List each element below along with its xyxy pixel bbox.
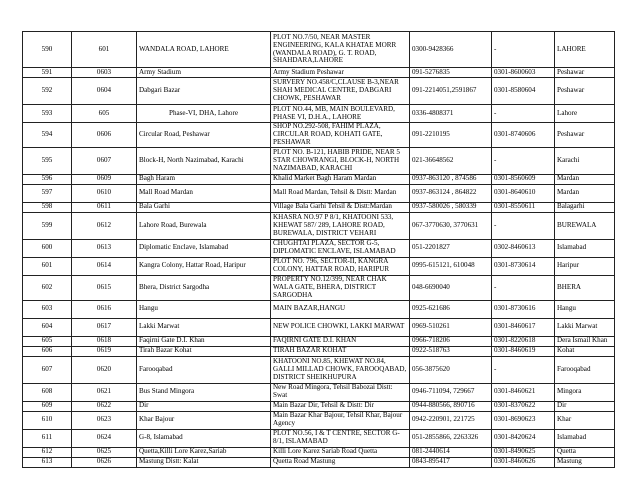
mobile-cell: 0302-8460613 [492,239,555,257]
branch-name-cell: Army Stadium [137,68,271,78]
branch-name-cell: Faqirni Gate D.I. Khan [137,336,271,346]
address-cell: KHASRA NO.97 P 8/1, KHATOONI 533, KHEWAT 587/ 289, LAHORE ROAD, BUREWALA, DISTRICT VEHARI [271,212,410,239]
mobile-cell: - [492,105,555,123]
phone-cell: 0969-510261 [410,318,492,336]
phone-cell: 0995-615121, 610048 [410,257,492,275]
branch-name-cell: Dabgari Bazar [137,78,271,105]
mobile-cell: 0301-8460626 [492,457,555,467]
branch-code-cell: 0619 [72,346,137,356]
city-cell: Peshawar [555,78,615,105]
mobile-cell: 0301-8420624 [492,429,555,447]
mobile-cell: 0301-8490625 [492,447,555,457]
address-cell: Army Stadium Peshawar [271,68,410,78]
sr-cell: 592 [23,78,72,105]
phone-cell: 0922-518763 [410,346,492,356]
sr-cell: 602 [23,275,72,300]
branch-code-cell: 0603 [72,68,137,78]
address-cell: PLOT NO.44, MB, MAIN BOULEVARD, PHASE VI, D.H.A., LAHORE [271,105,410,123]
sr-cell: 594 [23,123,72,148]
branch-name-cell: Phase-VI, DHA, Lahore [137,105,271,123]
sr-cell: 597 [23,184,72,202]
table-row [23,78,615,105]
branch-name-cell: Lakki Marwat [137,318,271,336]
branch-code-cell: 0607 [72,147,137,174]
phone-cell: 048-6690040 [410,275,492,300]
phone-cell: 091-2210195 [410,123,492,148]
table-row [23,239,615,257]
branch-code-cell: 0624 [72,429,137,447]
mobile-cell: 0301-8550611 [492,202,555,212]
table-row [23,174,615,184]
phone-cell: 081-2440614 [410,447,492,457]
branch-name-cell: Kangra Colony, Hattar Road, Haripur [137,257,271,275]
branch-code-cell: 0614 [72,257,137,275]
address-cell: Main Bazar Khar Bajour, Tehsil Khar, Bajour Agency [271,411,410,429]
table-row [23,336,615,346]
sr-cell: 595 [23,147,72,174]
phone-cell: 0336-4808371 [410,105,492,123]
branch-name-cell: Mastung Distt: Kalat [137,457,271,467]
mobile-cell: 0301-8730616 [492,300,555,318]
address-cell: MAIN BAZAR,HANGU [271,300,410,318]
sr-cell: 601 [23,257,72,275]
table-row [23,401,615,411]
branch-code-cell: 0623 [72,411,137,429]
sr-cell: 604 [23,318,72,336]
city-cell: LAHORE [555,32,615,68]
address-cell: PLOT NO.56, I & T CENTRE, SECTOR G-8/1, ISLAMABAD [271,429,410,447]
branch-code-cell: 0606 [72,123,137,148]
table-row [23,346,615,356]
phone-cell: 051-2855866, 2263326 [410,429,492,447]
city-cell: Balagarhi [555,202,615,212]
city-cell: Farooqabad [555,356,615,383]
address-cell: PLOT NO. 796, SECTOR-II, KANGRA COLONY, HATTAR ROAD, HARIPUR [271,257,410,275]
branch-name-cell: Lahore Road, Burewala [137,212,271,239]
address-cell: Khalid Market Bagh Haram Mardan [271,174,410,184]
branch-table-body [23,32,615,468]
sr-cell: 593 [23,105,72,123]
branch-code-cell: 601 [72,32,137,68]
table-row [23,105,615,123]
phone-cell: 051-2201827 [410,239,492,257]
table-row [23,202,615,212]
address-cell: Mall Road Mardan, Tehsil & Distt: Mardan [271,184,410,202]
mobile-cell: 0301-8730614 [492,257,555,275]
branch-name-cell: G-8, Islamabad [137,429,271,447]
sr-cell: 607 [23,356,72,383]
city-cell: Quetta [555,447,615,457]
city-cell: Karachi [555,147,615,174]
mobile-cell: 0301-8640610 [492,184,555,202]
table-row [23,457,615,467]
mobile-cell: 0301-8690623 [492,411,555,429]
table-row [23,447,615,457]
table-row [23,275,615,300]
branch-name-cell: Hangu [137,300,271,318]
sr-cell: 606 [23,346,72,356]
phone-cell: 021-36648562 [410,147,492,174]
city-cell: Mardan [555,174,615,184]
phone-cell: 0942-220901, 221725 [410,411,492,429]
phone-cell: 0937-863120 , 874586 [410,174,492,184]
mobile-cell: 0301-8600603 [492,68,555,78]
branch-name-cell: Bhera, District Sargodha [137,275,271,300]
mobile-cell: 0301-8740606 [492,123,555,148]
city-cell: Hangu [555,300,615,318]
table-row [23,257,615,275]
mobile-cell: - [492,147,555,174]
sr-cell: 591 [23,68,72,78]
branch-name-cell: Khar Bajour [137,411,271,429]
phone-cell: 0966-718206 [410,336,492,346]
branch-code-cell: 0625 [72,447,137,457]
phone-cell: 091-5276835 [410,68,492,78]
city-cell: BUREWALA [555,212,615,239]
branch-name-cell: Block-H, North Nazimabad, Karachi [137,147,271,174]
phone-cell: 056-3875620 [410,356,492,383]
branch-name-cell: Quetta,Killi Lore Karez,Sariab [137,447,271,457]
sr-cell: 599 [23,212,72,239]
mobile-cell: - [492,32,555,68]
sr-cell: 590 [23,32,72,68]
branch-code-cell: 0613 [72,239,137,257]
sr-cell: 609 [23,401,72,411]
phone-cell: 067-3770630, 3770631 [410,212,492,239]
address-cell: PLOT NO.7/50, NEAR MASTER ENGINEERING, KALA KHATAE MORR (WANDALA ROAD), G. T. ROAD, SHAHDARA,LAHORE [271,32,410,68]
mobile-cell: - [492,275,555,300]
branch-name-cell: Diplomatic Enclave, Islamabad [137,239,271,257]
mobile-cell: 0301-8220618 [492,336,555,346]
phone-cell: 0944-880566, 890716 [410,401,492,411]
table-row [23,383,615,401]
sr-cell: 613 [23,457,72,467]
sr-cell: 608 [23,383,72,401]
mobile-cell: - [492,356,555,383]
branch-code-cell: 0610 [72,184,137,202]
city-cell: BHERA [555,275,615,300]
branch-code-cell: 0612 [72,212,137,239]
address-cell: Quetta Road Mastung [271,457,410,467]
address-cell: KHATOONI NO.85, KHEWAT NO.84, GALLI MILLAD CHOWK, FAROOQABAD, DISTRICT SHEIKHUPURA [271,356,410,383]
branch-code-cell: 0626 [72,457,137,467]
phone-cell: 0937-580026 , 580339 [410,202,492,212]
city-cell: Kohat [555,346,615,356]
address-cell: TIRAH BAZAR KOHAT [271,346,410,356]
branch-code-cell: 0622 [72,401,137,411]
city-cell: Khar [555,411,615,429]
branch-code-cell: 0611 [72,202,137,212]
mobile-cell: 0301-8460617 [492,318,555,336]
city-cell: Dera Ismail Khan [555,336,615,346]
sr-cell: 600 [23,239,72,257]
branch-code-cell: 0617 [72,318,137,336]
mobile-cell: - [492,212,555,239]
branch-code-cell: 0604 [72,78,137,105]
city-cell: Islamabad [555,239,615,257]
branch-name-cell: Bagh Haram [137,174,271,184]
table-row [23,184,615,202]
sr-cell: 596 [23,174,72,184]
city-cell: Lakki Marwat [555,318,615,336]
branch-table [22,31,615,468]
address-cell: PROPERTY NO.12/399, NEAR CHAK WALA GATE, BHERA, DISTRICT SARGODHA [271,275,410,300]
table-row [23,356,615,383]
table-row [23,300,615,318]
address-cell: CHUGHTAI PLAZA, SECTOR G-5, DIPLOMATIC ENCLAVE, ISLAMABAD [271,239,410,257]
city-cell: Peshawar [555,123,615,148]
table-row [23,411,615,429]
sr-cell: 611 [23,429,72,447]
mobile-cell: 0301-8560609 [492,174,555,184]
table-row [23,318,615,336]
branch-code-cell: 0615 [72,275,137,300]
address-cell: PLOT NO. B-121, HABIB PRIDE, NEAR 5 STAR CHOWRANGI, BLOCK-H, NORTH NAZIMABAD, KARACHI [271,147,410,174]
mobile-cell: 0301-8580604 [492,78,555,105]
branch-name-cell: Bala Garhi [137,202,271,212]
address-cell: Killi Lore Karez Sariab Road Quetta [271,447,410,457]
address-cell: SURVERY NO.458/C,CLAUSE B-3,NEAR SHAH MEDICAL CENTRE, DABGARI CHOWK, PESHAWAR [271,78,410,105]
sr-cell: 598 [23,202,72,212]
city-cell: Mardan [555,184,615,202]
city-cell: Peshawar [555,68,615,78]
city-cell: Mingora [555,383,615,401]
branch-name-cell: Dir [137,401,271,411]
table-row [23,123,615,148]
mobile-cell: 0301-8370622 [492,401,555,411]
branch-code-cell: 0609 [72,174,137,184]
table-row [23,68,615,78]
mobile-cell: 0301-8460621 [492,383,555,401]
address-cell: FAQIRNI GATE D.I. KHAN [271,336,410,346]
branch-code-cell: 0616 [72,300,137,318]
branch-name-cell: Mall Road Mardan [137,184,271,202]
sr-cell: 610 [23,411,72,429]
sr-cell: 612 [23,447,72,457]
branch-code-cell: 605 [72,105,137,123]
phone-cell: 0843-895417 [410,457,492,467]
address-cell: NEW POLICE CHOWKI, LAKKI MARWAT [271,318,410,336]
city-cell: Mastung [555,457,615,467]
address-cell: SHOP NO.292-508, FAHIM PLAZA, CIRCULAR ROAD, KOHATI GATE, PESHAWAR [271,123,410,148]
table-row [23,32,615,68]
address-cell: New Road Mingora, Tehsil Babozai Distt: Swat [271,383,410,401]
branch-name-cell: Bus Stand Mingora [137,383,271,401]
address-cell: Village Bala Garhi Tehsil & Distt:Mardan [271,202,410,212]
city-cell: Islamabad [555,429,615,447]
sr-cell: 605 [23,336,72,346]
branch-code-cell: 0620 [72,356,137,383]
phone-cell: 0937-863124 , 864822 [410,184,492,202]
sr-cell: 603 [23,300,72,318]
branch-code-cell: 0618 [72,336,137,346]
branch-name-cell: Farooqabad [137,356,271,383]
branch-name-cell: Tirah Bazar Kohat [137,346,271,356]
branch-name-cell: Circular Road, Peshawar [137,123,271,148]
city-cell: Haripur [555,257,615,275]
table-row [23,147,615,174]
phone-cell: 0300-9428366 [410,32,492,68]
phone-cell: 091-2214051,2591867 [410,78,492,105]
table-row [23,212,615,239]
mobile-cell: 0301-8460619 [492,346,555,356]
address-cell: Main Bazar Dir, Tehsil & Distt: Dir [271,401,410,411]
table-row [23,429,615,447]
phone-cell: 0946-711094, 729667 [410,383,492,401]
city-cell: Dir [555,401,615,411]
phone-cell: 0925-621686 [410,300,492,318]
branch-code-cell: 0621 [72,383,137,401]
city-cell: Lahore [555,105,615,123]
branch-name-cell: WANDALA ROAD, LAHORE [137,32,271,68]
